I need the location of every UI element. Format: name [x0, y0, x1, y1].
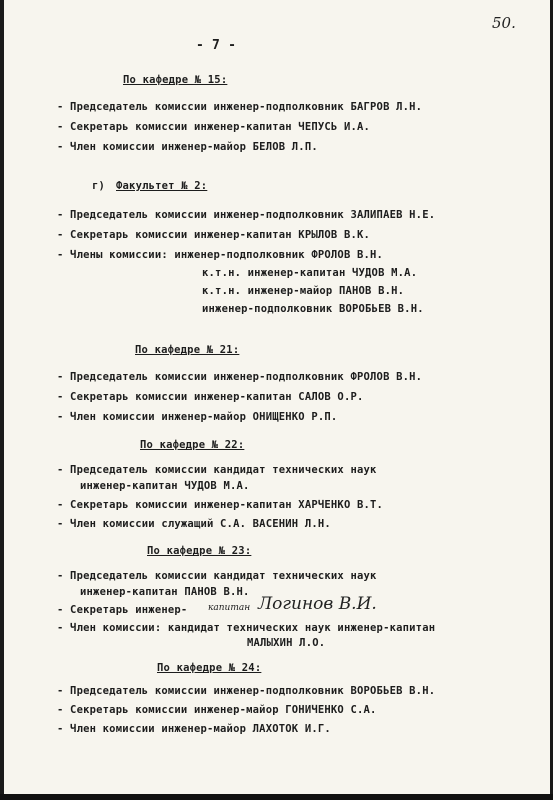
line: - Председатель комиссии инженер-подполковник ФРОЛОВ В.Н.	[57, 371, 423, 383]
line: к.т.н. инженер-капитан ЧУДОВ М.А.	[202, 267, 418, 279]
line: - Председатель комиссии инженер-подполковник ВОРОБЬЕВ В.Н.	[57, 685, 436, 697]
line: инженер-капитан ПАНОВ В.Н.	[80, 586, 250, 598]
line: - Председатель комиссии кандидат технических наук	[57, 464, 377, 476]
handwritten-page-number: 50.	[492, 14, 516, 32]
heading-kafedra-24: По кафедре № 24:	[157, 662, 262, 674]
line: инженер-капитан ЧУДОВ М.А.	[80, 480, 250, 492]
heading-prefix: г)	[92, 180, 106, 192]
line: - Член комиссии служащий С.А. ВАСЕНИН Л.Н.	[57, 518, 331, 530]
line: МАЛЫХИН Л.О.	[247, 637, 326, 649]
line: - Секретарь комиссии инженер-капитан ХАРЧЕНКО В.Т.	[57, 499, 384, 511]
handwritten-secretary-name: Логинов В.И.	[258, 594, 377, 614]
line: - Член комиссии инженер-майор БЕЛОВ Л.П.	[57, 141, 318, 153]
line: инженер-подполковник ВОРОБЬЕВ В.Н.	[202, 303, 424, 315]
heading-kafedra-21: По кафедре № 21:	[135, 344, 240, 356]
line: - Председатель комиссии кандидат технических наук	[57, 570, 377, 582]
line: - Секретарь комиссии инженер-капитан САЛОВ О.Р.	[57, 391, 364, 403]
heading-kafedra-15: По кафедре № 15:	[123, 74, 228, 86]
heading-kafedra-22: По кафедре № 22:	[140, 439, 245, 451]
heading-kafedra-23: По кафедре № 23:	[147, 545, 252, 557]
page-number: - 7 -	[196, 38, 237, 53]
line: - Секретарь комиссии инженер-капитан ЧЕПУСЬ И.А.	[57, 121, 371, 133]
scan-edge-bottom	[0, 794, 553, 800]
line: - Члены комиссии: инженер-подполковник ФРОЛОВ В.Н.	[57, 249, 384, 261]
line: - Секретарь инженер-	[57, 604, 188, 616]
handwritten-rank: капитан	[208, 603, 251, 613]
line: - Председатель комиссии инженер-подполковник ЗАЛИПАЕВ Н.Е.	[57, 209, 436, 221]
scan-edge-left	[0, 0, 4, 800]
line: - Председатель комиссии инженер-подполковник БАГРОВ Л.Н.	[57, 101, 423, 113]
line: - Секретарь комиссии инженер-капитан КРЫЛОВ В.К.	[57, 229, 371, 241]
line: - Секретарь комиссии инженер-майор ГОНИЧЕНКО С.А.	[57, 704, 377, 716]
line: - Член комиссии инженер-майор ОНИЩЕНКО Р.П.	[57, 411, 338, 423]
line: - Член комиссии инженер-майор ЛАХОТОК И.Г.	[57, 723, 331, 735]
line: к.т.н. инженер-майор ПАНОВ В.Н.	[202, 285, 405, 297]
heading-fakultet-2: Факультет № 2:	[116, 180, 208, 192]
line: - Член комиссии: кандидат технических наук инженер-капитан	[57, 622, 436, 634]
